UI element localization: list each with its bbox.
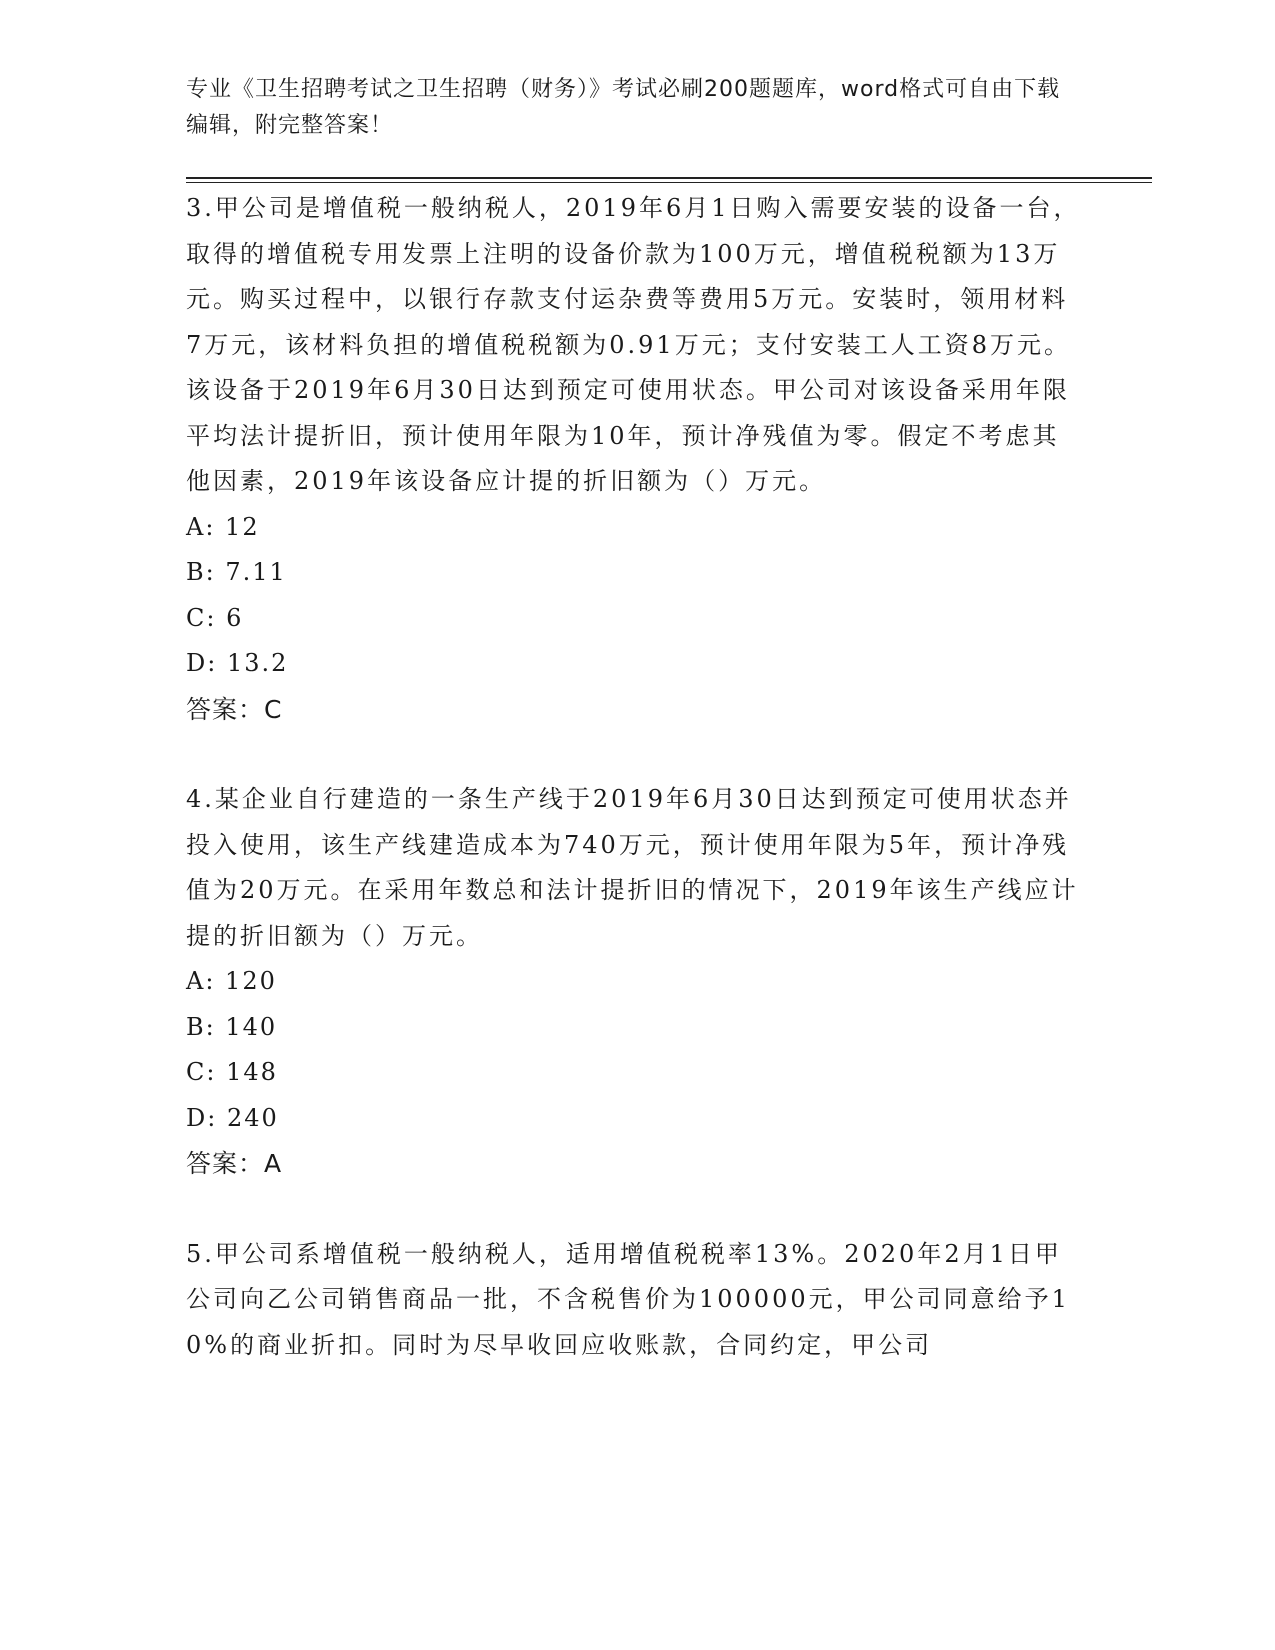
question-5 [186, 1232, 1086, 1369]
spacer [186, 732, 1086, 777]
spacer [186, 1187, 1086, 1232]
question-text: 4.某企业自行建造的一条生产线于2019年6月30日达到预定可使用状态并投入使用，该生产线建造成本为740万元，预计使用年限为5年，预计净残值为20万元。在采用年数总和法计提折旧的情况下，2019年该生产线应计提的折旧额为（）万元。 [186, 785, 1079, 950]
header-divider-thick [186, 177, 1152, 179]
document-header: 专业《卫生招聘考试之卫生招聘（财务）》考试必刷200题题库，word格式可自由下载编辑，附完整答案！ [186, 77, 1061, 138]
answer-line: 答案：A [186, 1149, 283, 1178]
answer-line: 答案：C [186, 694, 283, 724]
option-d: D: 240 [186, 1103, 279, 1132]
option-c: C: 6 [186, 603, 244, 632]
option-c: C: 148 [186, 1058, 278, 1086]
header-divider-thin [186, 182, 1152, 183]
question-3 [186, 186, 1086, 732]
option-b: B: 7.11 [186, 558, 287, 586]
question-text: 5.甲公司系增值税一般纳税人，适用增值税税率13%。2020年2月1日甲公司向乙公司销售商品一批，不含税售价为100000元，甲公司同意给予10%的商业折扣。同时为尽早收回应收账款，合同约定，甲公司 [186, 1239, 1070, 1359]
question-list [186, 186, 1086, 1368]
option-a: A: 120 [186, 967, 277, 995]
question-4 [186, 777, 1086, 1187]
option-d: D: 13.2 [186, 649, 289, 677]
option-b: B: 140 [186, 1012, 278, 1041]
question-text: 3.甲公司是增值税一般纳税人，2019年6月1日购入需要安装的设备一台，取得的增值税专用发票上注明的设备价款为100万元，增值税税额为13万元。购买过程中，以银行存款支付运杂费等费用5万元。安装时，领用材料7万元，该材料负担的增值税税额为0.91万元；支付安装工人工资8万元。该设备于2019年6月30日达到预定可使用状态。甲公司对该设备采用年限平均法计提折旧，预计使用年限为10年，预计净残值为零。假定不考虑其他因素，2019年该设备应计提的折旧额为（）万元。 [186, 194, 1081, 495]
option-a: A: 12 [186, 512, 260, 541]
